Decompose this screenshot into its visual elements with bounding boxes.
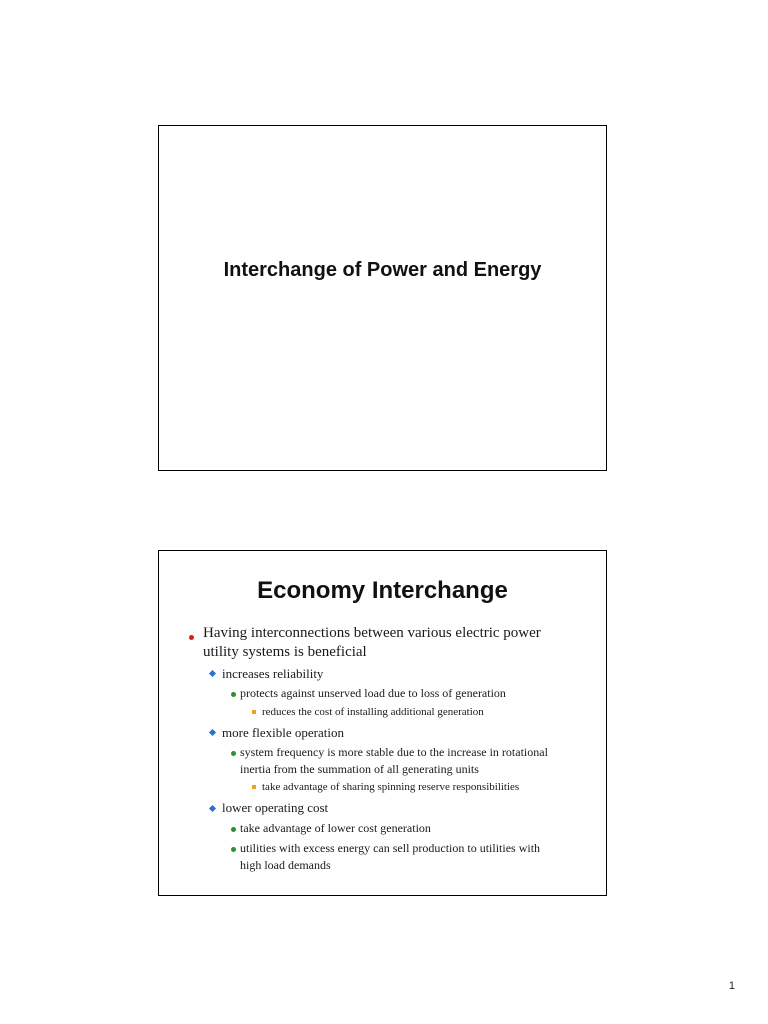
- bullet-text: system frequency is more stable due to the increase in rotational: [240, 745, 548, 759]
- bullet-text: high load demands: [240, 858, 331, 872]
- bullet-text: Having interconnections between various electric power: [203, 625, 541, 641]
- bullet-list: [159, 551, 606, 895]
- bullet-dot-icon: [231, 827, 236, 832]
- title-slide: [158, 125, 607, 471]
- bullet-text: more flexible operation: [222, 725, 345, 740]
- diamond-bullet-icon: [209, 729, 216, 736]
- bullet-text: increases reliability: [222, 666, 324, 681]
- slide-title: Economy Interchange: [257, 577, 508, 604]
- page-number: 1: [728, 980, 735, 992]
- bullet-dot-icon: [231, 847, 236, 852]
- bullet-text: utilities with excess energy can sell production to utilities with: [240, 841, 541, 855]
- diamond-bullet-icon: [209, 670, 216, 677]
- bullet-text: protects against unserved load due to loss of generation: [240, 686, 506, 700]
- square-bullet-icon: [252, 710, 256, 714]
- diamond-bullet-icon: [209, 805, 216, 812]
- bullet-text: take advantage of sharing spinning reserve responsibilities: [262, 781, 520, 793]
- bullet-dot-icon: [189, 635, 194, 640]
- title-slide-heading: Interchange of Power and Energy: [223, 259, 542, 281]
- bullet-dot-icon: [231, 692, 236, 697]
- bullet-text: lower operating cost: [222, 800, 329, 815]
- bullet-text: utility systems is beneficial: [203, 644, 367, 660]
- square-bullet-icon: [252, 785, 256, 789]
- bullet-dot-icon: [231, 751, 236, 756]
- bullet-text: take advantage of lower cost generation: [240, 821, 431, 835]
- economy-interchange-slide: [158, 550, 607, 896]
- bullet-text: inertia from the summation of all generating units: [240, 762, 479, 776]
- bullet-text: reduces the cost of installing additional generation: [262, 706, 484, 718]
